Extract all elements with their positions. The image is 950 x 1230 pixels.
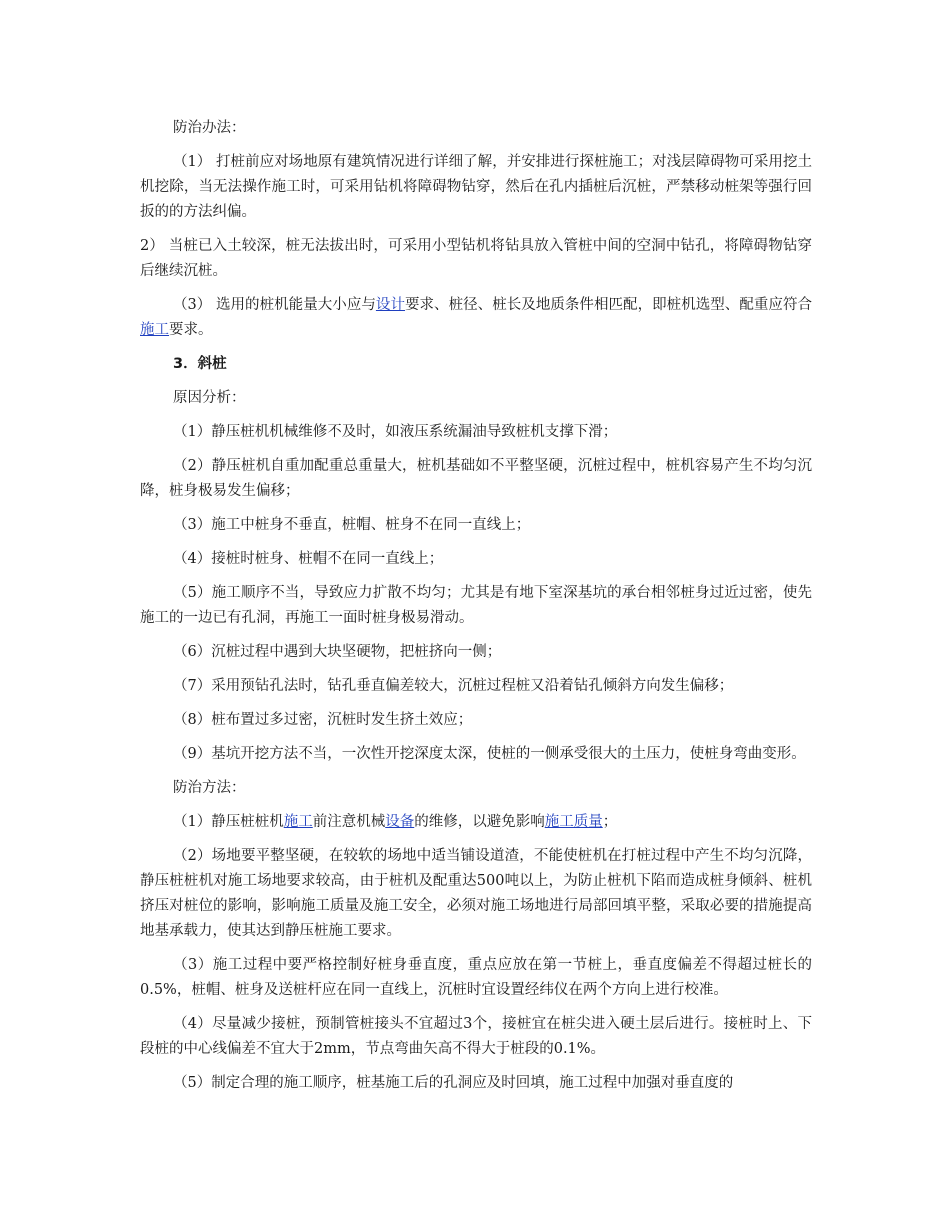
paragraph-cause-3: （3）施工中桩身不垂直，桩帽、桩身不在同一直线上；: [173, 517, 531, 533]
paragraph-remedy-a-2: 2） 当桩已入土较深，桩无法拔出时，可采用小型钻机将钻具放入管桩中间的空洞中钻孔，将障碍物钻穿后继续沉桩。: [140, 238, 812, 279]
text-span: ；: [602, 814, 618, 830]
paragraph-remedy-b-1: [140, 810, 812, 835]
paragraph-remedy-b-5: （5）制定合理的施工顺序，桩基施工后的孔洞应及时回填，施工过程中加强对垂直度的: [173, 1075, 734, 1091]
link-equipment[interactable]: 设备: [385, 814, 415, 830]
paragraph-cause-7: （7）采用预钻孔法时，钻孔垂直偏差较大，沉桩过程桩又沿着钻孔倾斜方向发生偏移；: [173, 678, 734, 694]
text-span: （3） 选用的桩机能量大小应与: [173, 297, 376, 313]
paragraph-remedy-b-2: （2）场地要平整坚硬，在较软的场地中适当铺设道渣，不能使桩机在打桩过程中产生不均匀沉降，静压桩桩机对施工场地要求较高，由于桩机及配重达500吨以上，为防止桩机下陷而造成桩身倾斜、桩机挤压对桩位的影响，影响施工质量及施工安全，必须对施工场地进行局部回填平整，采取必要的措施提高地基承载力，使其达到静压桩施工要求。: [140, 848, 812, 939]
paragraph-cause-2: （2）静压桩机自重加配重总重量大，桩机基础如不平整坚硬，沉桩过程中，桩机容易产生不均匀沉降，桩身极易发生偏移；: [140, 458, 812, 499]
section-label-remedy-b: 防治方法：: [173, 780, 246, 796]
paragraph-cause-4: （4）接桩时桩身、桩帽不在同一直线上；: [173, 551, 444, 567]
text-span: 要求。: [169, 322, 213, 338]
paragraph-cause-5: （5）施工顺序不当，导致应力扩散不均匀；尤其是有地下室深基坑的承台相邻桩身过近过密，使先施工的一边已有孔洞，再施工一面时桩身极易滑动。: [140, 585, 812, 626]
text-span: （1）静压桩桩机: [173, 814, 284, 830]
text-span: 前注意机械: [312, 814, 386, 830]
paragraph-remedy-b-4: （4）尽量减少接桩，预制管桩接头不宜超过3个，接桩宜在桩尖进入硬土层后进行。接桩时上、下段桩的中心线偏差不宜大于2mm，节点弯曲矢高不得大于桩段的0.1%。: [140, 1016, 812, 1057]
paragraph-cause-8: （8）桩布置过多过密，沉桩时发生挤土效应；: [173, 712, 473, 728]
link-construction[interactable]: 施工: [140, 322, 169, 338]
text-span: 要求、桩径、桩长及地质条件相匹配，即桩机选型、配重应符合: [404, 297, 812, 313]
link-construction-2[interactable]: 施工: [283, 814, 313, 830]
link-design[interactable]: 设计: [375, 297, 405, 313]
section-label-remedy-a: 防治办法：: [173, 120, 246, 136]
paragraph-cause-6: （6）沉桩过程中遇到大块坚硬物，把桩挤向一侧；: [173, 644, 502, 660]
link-construction-quality[interactable]: 施工质量: [544, 814, 603, 830]
paragraph-remedy-a-1: （1） 打桩前应对场地原有建筑情况进行详细了解，并安排进行探桩施工；对浅层障碍物可采用挖土机挖除，当无法操作施工时，可采用钻机将障碍物钻穿，然后在孔内插桩后沉桩，严禁移动桩架等强行回扳的的方法纠偏。: [140, 154, 812, 220]
text-span: 的维修，以避免影响: [414, 814, 545, 830]
paragraph-remedy-a-3: [140, 293, 812, 343]
section-label-cause: 原因分析：: [173, 390, 246, 406]
paragraph-cause-1: （1）静压桩机机械维修不及时，如液压系统漏油导致桩机支撑下滑；: [173, 424, 618, 440]
section-heading-inclined-pile: 3．斜桩: [173, 356, 227, 372]
paragraph-cause-9: （9）基坑开挖方法不当，一次性开挖深度太深，使桩的一侧承受很大的土压力，使桩身弯曲变形。: [173, 746, 806, 762]
paragraph-remedy-b-3: （3）施工过程中要严格控制好桩身垂直度，重点应放在第一节桩上，垂直度偏差不得超过桩长的0.5%，桩帽、桩身及送桩杆应在同一直线上，沉桩时宜设置经纬仪在两个方向上进行校准。: [140, 957, 812, 998]
document-body: [140, 116, 812, 1105]
